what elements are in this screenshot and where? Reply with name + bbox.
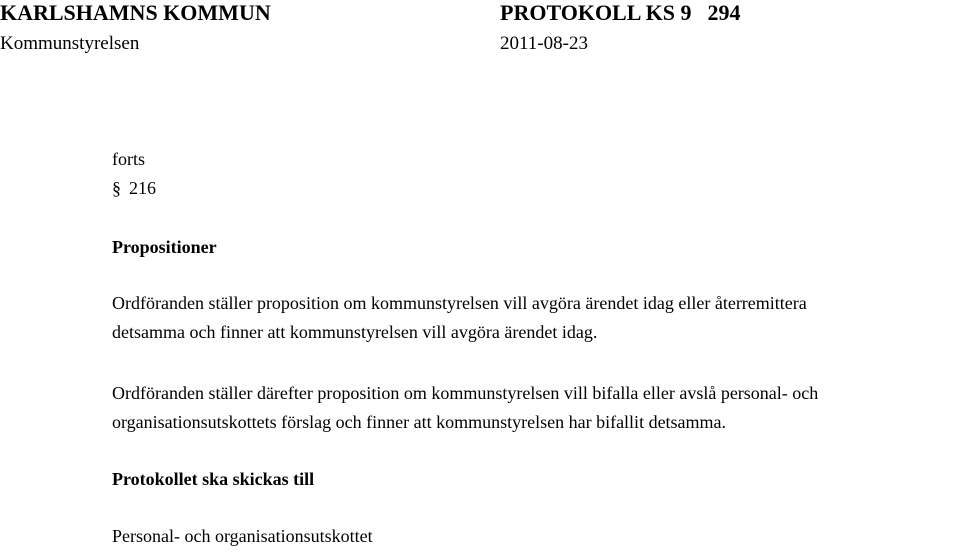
distribution-heading: Protokollet ska skickas till [112,469,315,489]
paragraph-2 [112,379,957,437]
paragraph-1 [112,289,957,347]
continuation-label: forts [112,149,145,169]
section-number [112,177,156,199]
propositions-heading: Propositioner [112,237,217,257]
organization-name: KARLSHAMNS KOMMUN [0,0,271,25]
section-symbol: § [112,178,121,198]
paragraph-1-line-1: Ordföranden ställer proposition om kommunstyrelsen vill avgöra ärendet idag eller återremittera [112,293,807,313]
meeting-date: 2011-08-23 [500,33,588,54]
paragraph-2-line-2: organisationsutskottets förslag och finner att kommunstyrelsen har bifallit detsamma. [112,412,727,432]
paragraph-1-line-2: detsamma och finner att kommunstyrelsen vill avgöra ärendet idag. [112,322,598,342]
page-number: 294 [707,0,741,25]
distribution-recipient: Personal- och organisationsutskottet [112,526,373,546]
section-number-value: 216 [129,178,156,198]
department-name: Kommunstyrelsen [0,33,140,54]
protocol-label: PROTOKOLL KS 9 [500,0,692,25]
paragraph-2-line-1: Ordföranden ställer därefter proposition om kommunstyrelsen vill bifalla eller avslå personal- och [112,383,819,403]
protocol-title [500,0,741,26]
